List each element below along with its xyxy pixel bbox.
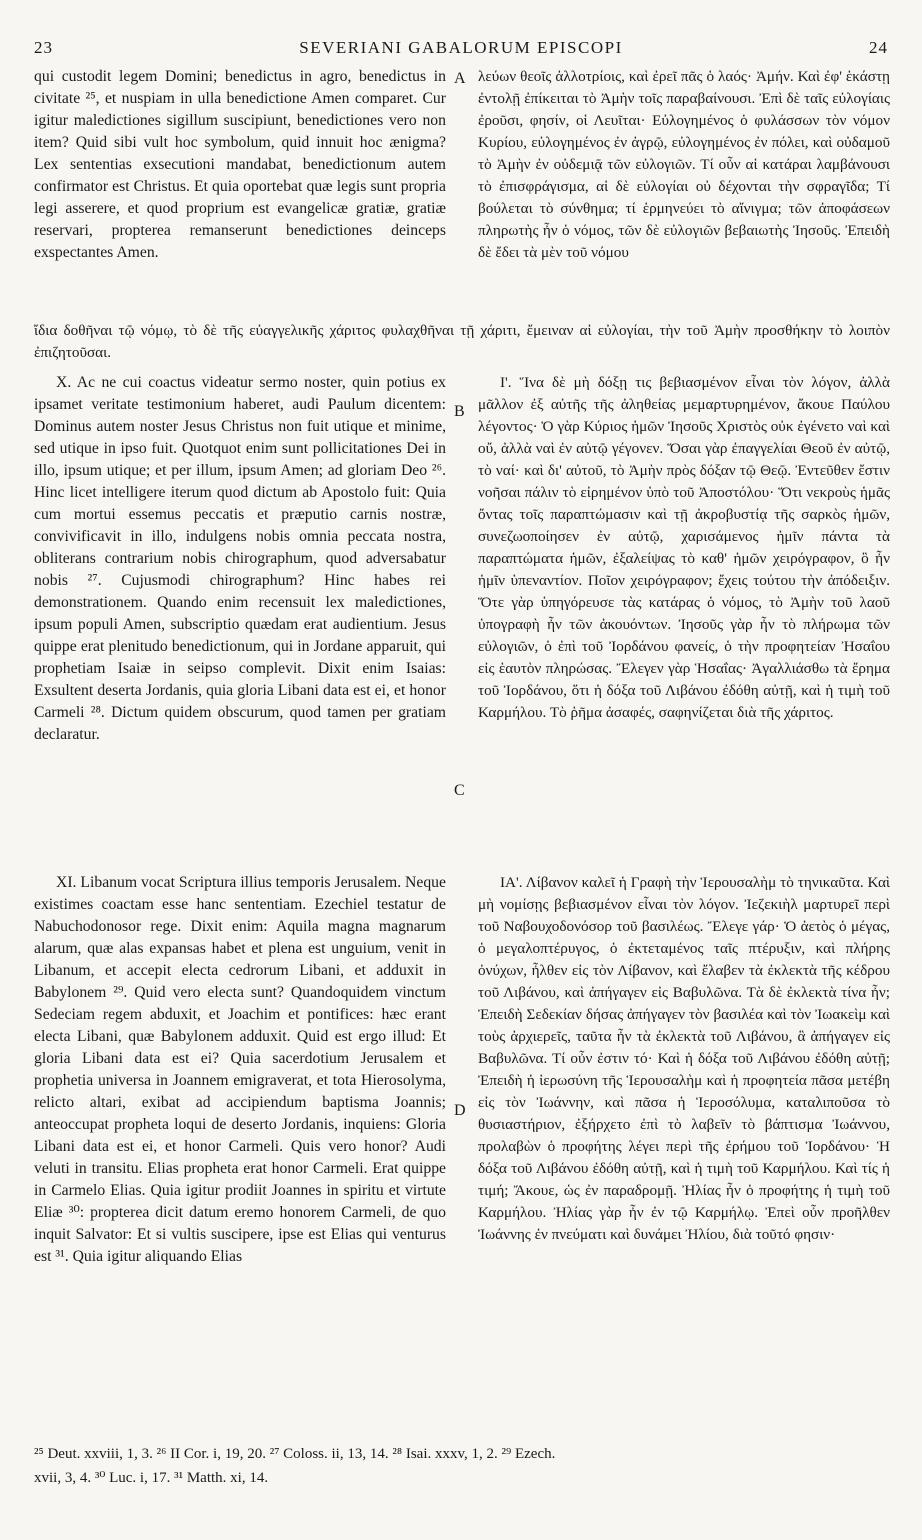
footnote-line: xvii, 3, 4. ³⁰ Luc. i, 17. ³¹ Matth. xi, 14. xyxy=(34,1470,269,1486)
footnotes xyxy=(34,1442,890,1490)
page-number-right: 24 xyxy=(869,38,888,57)
latin-section-10 xyxy=(34,372,446,842)
margin-letter-b: B xyxy=(454,403,465,420)
latin-paragraph: X. Ac ne cui coactus videatur sermo noster, quin potius ex ipsamet veritate testimonium haberet, audi Paulum dicentem: Dominus autem noster Jesus Christus non fuit utique et minime, sed utique in ipso fuit. Quotquot enim sunt pollicitationes Dei in illo, ipsum utique; et per illum, ipsum Amen; ad gloriam Deo ²⁶. Hinc licet intelligere iterum quod dictum ab Apostolo fuit: Quia cum mortui essemus peccatis et præputio carnis nostræ, convivificavit in illo, indulgens nobis omnia peccata nostra, obliterans contrarium nobis chirographum, quod adversabatur nobis ²⁷. Cujusmodi chirographum? Hinc habes rei demonstrationem. Quando enim recensuit lex maledictiones, ipsum populi Amen, subscriptio quædam erat audientium. Jesus quippe erat plenitudo benedictionum, qui in Jordane apparuit, qui prophetiam Isaiæ in seipso complevit. Dixit enim Isaias: Exsultent deserta Jordanis, quia gloria Libani data est ei, et honor Carmeli ²⁸. Dictum quidem obscurum, quod tamen per gratiam declaratur. xyxy=(34,374,446,743)
latin-section-11 xyxy=(34,872,446,1420)
page-number-left: 23 xyxy=(34,38,53,57)
running-title: SEVERIANI GABALORUM EPISCOPI xyxy=(299,38,623,57)
latin-paragraph: XI. Libanum vocat Scriptura illius temporis Jerusalem. Neque existimes coactam esse hanc sententiam. Ezechiel testatur de Nabuchodonosor rege. Dixit enim: Aquila magna magnarum alarum, quæ alas expansas habet et plena est unguium, venit in Libanum, et accepit electa cedrorum Libani, et adduxit in Babylonem ²⁹. Quid vero electa sunt? Quandoquidem vinctum Sedeciam regem abduxit, et Joachim et pontifices: hæc erant electa Libani, quæ Babylonem adduxit. Quid est ergo illud: Et gloria Libani data est ei? Quia sacerdotium Jerusalem et prophetia universa in Joannem emigraverat, et tota Hierosolyma, relicto altari, exibat ad accipiendum baptisma Joannis; anteoccupat propheta loqui de deserto Jordanis, inquiens: Gloria Libani data est ei, et honor Carmeli. Quis vero honor? Audi veluti in transitu. Elias propheta erat honor Carmeli. Erat quippe in Carmelo Elias. Quia igitur prodiit Joannes in spiritu et virtute Eliæ ³⁰: propterea dicit datum eremo honorem Carmeli, de quo inquit Salvator: Et si vultis suscipere, ipse est Elias qui venturus est ³¹. Quia igitur aliquando Elias xyxy=(34,874,446,1265)
latin-column-top xyxy=(34,66,446,318)
greek-column-top xyxy=(478,66,890,318)
greek-section-10 xyxy=(478,372,890,842)
margin-letter-a: A xyxy=(454,70,466,87)
margin-letter-d: D xyxy=(454,1102,466,1119)
greek-paragraph: Ι'. Ἵνα δὲ μὴ δόξῃ τις βεβιασμένον εἶναι τὸν λόγον, ἀλλὰ μᾶλλον ἐξ αὐτῆς τῆς ἀληθείας μεμαρτυρημένον, ἄκουε Παύλου λέγοντος· Ὁ γὰρ Κύριος ἡμῶν Ἰησοῦς Χριστὸς οὐκ ἐγένετο ναὶ καὶ οὔ, ἀλλὰ ναὶ ἐν αὐτῷ γέγονεν. Ὅσαι γὰρ ἐπαγγελίαι Θεοῦ ἐν αὐτῷ, τὸ ναί· καὶ δι' αὐτοῦ, τὸ Ἀμὴν πρὸς δόξαν τῷ Θεῷ. Ἐντεῦθεν ἔστιν νοῆσαι πάλιν τὸ εἰρημένον ὑπὸ τοῦ Ἀποστόλου· Ὅτι νεκροὺς ἡμᾶς ὄντας τοῖς παραπτώμασιν καὶ τῇ ἀκροβυστίᾳ τῆς σαρκὸς ἡμῶν, συνεζωοποίησεν ἐν αὐτῷ, χαρισάμενος ἡμῖν πάντα τὰ παραπτώματα ἡμῶν, ἐξαλείψας τὸ καθ' ἡμῶν χειρόγραφον, ὃ ἦν ἡμῖν ὑπεναντίον. Ποῖον χειρόγραφον; ἔχεις τούτου τὴν ἀπόδειξιν. Ὅτε γὰρ ὑπηγόρευσε τὰς κατάρας ὁ νόμος, τὸ Ἀμὴν τοῦ λαοῦ ὑπογραφὴ ἦν τῶν ἀκουόντων. Ἰησοῦς γὰρ ἦν τὸ πλήρωμα τῶν εὐλογιῶν, ὁ ἐπὶ τοῦ Ἰορδάνου φανείς, ὁ τὴν προφητείαν Ἠσαΐου εἰς ἑαυτὸν πληρώσας. Ἔλεγεν γὰρ Ἡσαΐας· Ἀγαλλιάσθω τὰ ἔρημα τοῦ Ἰορδάνου, ὅτι ἡ δόξα τοῦ Λιβάνου ἐδόθη αὐτῇ, καὶ ἡ τιμὴ τοῦ Καρμήλου. Τὸ ῥῆμα ἀσαφές, σαφηνίζεται διὰ τῆς χάριτος. xyxy=(478,374,890,721)
running-head xyxy=(34,38,888,62)
greek-full-width-line xyxy=(34,320,890,366)
greek-paragraph: λεύων θεοῖς ἀλλοτρίοις, καὶ ἐρεῖ πᾶς ὁ λαός· Ἀμήν. Καὶ ἐφ' ἑκάστῃ ἐντολῇ ἐπίκειται τὸ Ἀμὴν τοῖς παραβαίνουσι. Ἐπὶ δὲ ταῖς εὐλογίαις ἐροῦσι, φησίν, οἱ Λευῖται· Εὐλογημένος ὁ φυλάσσων τὸν νόμον Κυρίου, εὐλογημένος ἐν ἀγρῷ, εὐλογημένος ἐν πόλει, καὶ οὐδαμοῦ τὸ Ἀμὴν ἐν οὐδεμιᾷ τῶν εὐλογιῶν. Τί οὖν αἱ κατάραι λαμβάνουσι τὸ ἐπισφράγισμα, αἱ δὲ εὐλογίαι οὐ δέχονται τὴν σφραγῖδα; Τί βούλεται τὸ σύνθημα; τί ἑρμηνεύει τὸ αἴνιγμα; τῶν ἀποφάσεων πληρωτὴς ἦν ὁ νόμος, τῶν δὲ εὐλογιῶν βεβαιωτὴς Ἰησοῦς. Ἐπειδὴ δὲ ἔδει τὰ μὲν τοῦ νόμου xyxy=(478,68,890,261)
footnote-line: ²⁵ Deut. xxviii, 1, 3. ²⁶ II Cor. i, 19, 20. ²⁷ Coloss. ii, 13, 14. ²⁸ Isai. xxxv, 1, 2. ²⁹ Ezech. xyxy=(34,1446,556,1462)
greek-paragraph: ΙΑ'. Λίβανον καλεῖ ἡ Γραφὴ τὴν Ἱερουσαλὴμ τὸ τηνικαῦτα. Καὶ μὴ νομίσῃς βεβιασμένον εἶναι τὸν λόγον. Ἰεζεκιὴλ μαρτυρεῖ περὶ τοῦ Ναβουχοδονόσορ τοῦ βασιλέως. Ἔλεγε γάρ· Ὁ ἀετὸς ὁ μέγας, ὁ μεγαλοπτέρυγος, ὁ ἐκτεταμένος ταῖς πτέρυξιν, καὶ πλήρης ὀνύχων, ἦλθεν εἰς τὸν Λίβανον, καὶ ἔλαβεν τὰ ἐκλεκτὰ τῆς κέδρου τοῦ Λιβάνου, καὶ ἀπήγαγεν εἰς Βαβυλῶνα. Τὰ δὲ ἐκλεκτὰ τίνα ἦν; Ἐπειδὴ Σεδεκίαν δήσας ἀπήγαγεν τὸν βασιλέα καὶ τὸν Ἰωακεὶμ καὶ τοὺς ἀρχιερεῖς, ταῦτα ἦν τὰ ἐκλεκτὰ τοῦ Λιβάνου, ἃ ἀπήγαγεν εἰς Βαβυλῶνα. Τί οὖν ἐστιν τό· Καὶ ἡ δόξα τοῦ Λιβάνου ἐδόθη αὐτῇ; Ἐπειδὴ ἡ ἱερωσύνη τῆς Ἱερουσαλὴμ καὶ ἡ προφητεία πᾶσα μετέβη εἰς τὸν Ἰωάννην, καὶ πᾶσα ἡ Ἱεροσόλυμα, καταλιποῦσα τὸ θυσιαστήριον, ἐξήρχετο ἐπὶ τὸ λαβεῖν τὸ βάπτισμα Ἰωάννου, προλαβὼν ὁ προφήτης λέγει περὶ τῆς ἐρήμου τοῦ Ἰορδάνου· Ἡ δόξα τοῦ Λιβάνου ἐδόθη αὐτῇ, καὶ ἡ τιμὴ τοῦ Καρμήλου. Καὶ τίς ἡ τιμή; Ἄκουε, ὡς ἐν παραδρομῇ. Ἠλίας ἦν ὁ προφήτης ἡ τιμὴ τοῦ Καρμήλου. Ἠλίας γὰρ ἦν ἐν τῷ Καρμήλῳ. Ἐπεὶ οὖν προῆλθεν Ἰωάννης ἐν πνεύματι καὶ δυνάμει Ἠλίου, διὰ τοῦτό φησιν· xyxy=(478,874,890,1243)
margin-letter-c: C xyxy=(454,782,465,799)
greek-section-11 xyxy=(478,872,890,1420)
greek-paragraph-wide: ἴδια δοθῆναι τῷ νόμῳ, τὸ δὲ τῆς εὐαγγελικῆς χάριτος φυλαχθῆναι τῇ χάριτι, ἔμειναν αἱ εὐλογίαι, τὴν τοῦ Ἀμὴν προσθήκην τὸ λοιπὸν ἐπιζητοῦσαι. xyxy=(34,322,890,361)
latin-paragraph: qui custodit legem Domini; benedictus in agro, benedictus in civitate ²⁵, et nuspiam in ulla benedictione Amen comparet. Cur igitur maledictiones sigillum suscipiunt, benedictiones vero non item? Quid sibi vult hoc symbolum, quid innuit hoc ænigma? Lex sententias exsecutioni mandabat, benedictionum autem confirmator est Christus. Et quia oportebat quæ legis sunt propria legi asserere, et quod proprium est evangelicæ gratiæ, gratiæ reservari, propterea remanserunt benedictiones deinceps exspectantes Amen. xyxy=(34,68,446,261)
